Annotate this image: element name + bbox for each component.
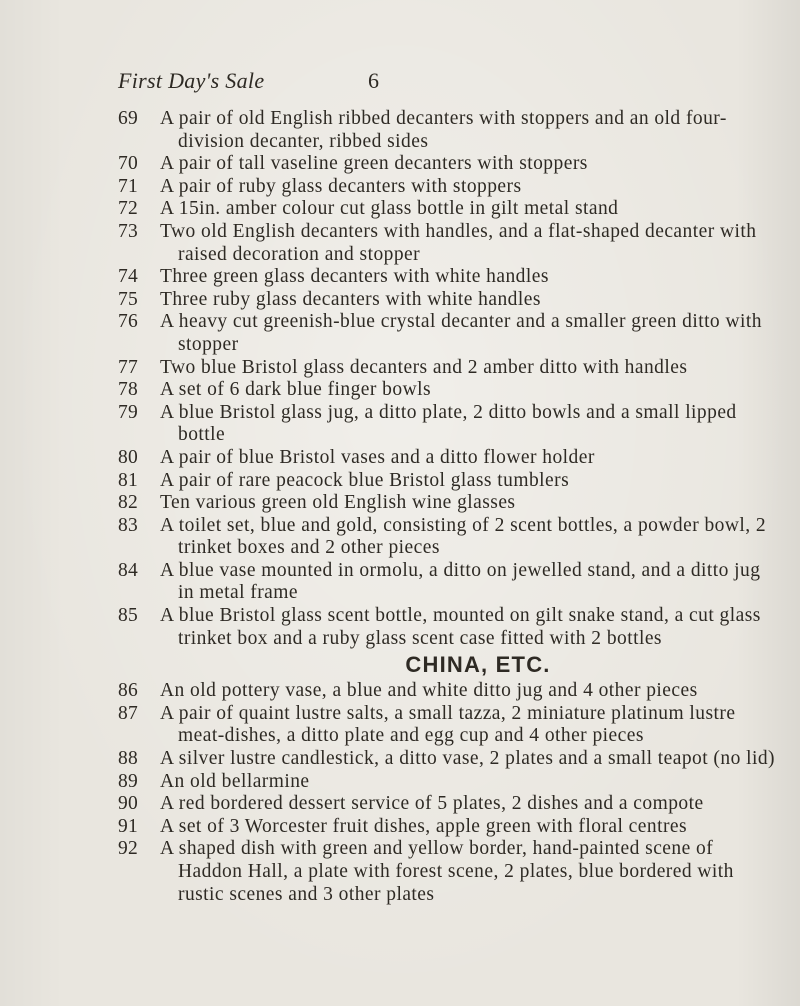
lot-entry	[118, 176, 778, 199]
section-heading: CHINA, ETC.	[405, 652, 551, 678]
china-lots	[118, 680, 778, 906]
lot-entry	[118, 605, 778, 650]
lot-description: Ten various green old English wine glasses	[160, 492, 516, 514]
lot-entry	[118, 108, 778, 153]
lot-number: 85	[118, 605, 138, 627]
lot-list	[118, 108, 778, 906]
lot-number: 92	[118, 838, 138, 860]
lot-description: A pair of blue Bristol vases and a ditto flower holder	[160, 446, 595, 468]
lot-description: A pair of quaint lustre salts, a small tazza, 2 miniature platinum lustre meat-dishes, a ditto plate and egg cup and 4 other pieces	[160, 702, 736, 747]
lot-entry	[118, 771, 778, 794]
lot-entry	[118, 470, 778, 493]
lot-entry	[118, 357, 778, 380]
lot-entry	[118, 515, 778, 560]
lot-entry	[118, 379, 778, 402]
lot-number: 82	[118, 492, 138, 514]
running-title: First Day's Sale	[118, 68, 265, 93]
lot-description: A heavy cut greenish-blue crystal decanter and a smaller green ditto with stopper	[160, 311, 762, 355]
lot-number: 91	[118, 815, 138, 837]
lot-description: A blue Bristol glass jug, a ditto plate, 2 ditto bowls and a small lipped bottle	[160, 401, 737, 446]
lot-description: A set of 3 Worcester fruit dishes, apple green with floral centres	[160, 815, 688, 837]
lot-entry	[118, 793, 778, 816]
lot-number: 76	[118, 311, 138, 333]
lot-number: 72	[118, 198, 138, 220]
lot-entry	[118, 560, 778, 605]
lot-entry	[118, 838, 778, 906]
lot-entry	[118, 492, 778, 515]
lot-number: 77	[118, 356, 138, 378]
lot-number: 70	[118, 153, 138, 175]
lot-description: Two old English decanters with handles, and a flat-shaped decanter with raised decoration and stopper	[160, 220, 757, 265]
lot-entry	[118, 311, 778, 356]
lot-number: 83	[118, 514, 138, 536]
lot-entry	[118, 703, 778, 748]
lot-description: A pair of rare peacock blue Bristol glass tumblers	[160, 469, 570, 491]
lot-number: 89	[118, 770, 138, 792]
lot-number: 75	[118, 288, 138, 310]
lot-description: An old bellarmine	[160, 770, 310, 792]
glass-lots	[118, 108, 778, 650]
page-number: 6	[368, 68, 379, 93]
lot-description: A toilet set, blue and gold, consisting of 2 scent bottles, a powder bowl, 2 trinket boxes and 2 other pieces	[160, 514, 767, 559]
lot-number: 86	[118, 680, 138, 702]
lot-number: 84	[118, 559, 138, 581]
lot-number: 80	[118, 446, 138, 468]
lot-number: 90	[118, 793, 138, 815]
lot-description: A pair of tall vaseline green decanters with stoppers	[160, 153, 588, 175]
lot-entry	[118, 198, 778, 221]
lot-description: Three green glass decanters with white handles	[160, 266, 549, 288]
lot-entry	[118, 289, 778, 312]
lot-entry	[118, 153, 778, 176]
lot-number: 73	[118, 220, 138, 242]
lot-entry	[118, 266, 778, 289]
lot-description: A set of 6 dark blue finger bowls	[160, 379, 432, 401]
lot-description: A pair of ruby glass decanters with stoppers	[160, 175, 522, 197]
lot-number: 79	[118, 401, 138, 423]
lot-number: 87	[118, 702, 138, 724]
lot-description: A blue Bristol glass scent bottle, mounted on gilt snake stand, a cut glass trinket box and a ruby glass scent case fitted with 2 bottles	[160, 605, 761, 649]
lot-description: A pair of old English ribbed decanters with stoppers and an old four-division decanter, ribbed sides	[160, 108, 727, 152]
lot-number: 71	[118, 175, 138, 197]
lot-number: 81	[118, 469, 138, 491]
lot-number: 78	[118, 379, 138, 401]
lot-entry	[118, 816, 778, 839]
lot-description: A shaped dish with green and yellow border, hand-painted scene of Haddon Hall, a plate with forest scene, 2 plates, blue bordered with rustic scenes and 3 other plates	[160, 838, 734, 905]
lot-description: A 15in. amber colour cut glass bottle in gilt metal stand	[160, 198, 619, 220]
lot-number: 88	[118, 748, 138, 770]
lot-description: Three ruby glass decanters with white handles	[160, 288, 541, 310]
lot-description: A blue vase mounted in ormolu, a ditto on jewelled stand, and a ditto jug in metal frame	[160, 559, 761, 604]
lot-description: Two blue Bristol glass decanters and 2 amber ditto with handles	[160, 356, 688, 378]
lot-number: 69	[118, 108, 138, 129]
page-header	[118, 68, 418, 98]
lot-number: 74	[118, 266, 138, 288]
lot-entry	[118, 680, 778, 703]
lot-entry	[118, 402, 778, 447]
lot-description: An old pottery vase, a blue and white ditto jug and 4 other pieces	[160, 680, 698, 702]
lot-description: A silver lustre candlestick, a ditto vase, 2 plates and a small teapot (no lid)	[160, 748, 775, 770]
lot-description: A red bordered dessert service of 5 plates, 2 dishes and a compote	[160, 793, 704, 815]
lot-entry	[118, 748, 778, 771]
lot-entry	[118, 221, 778, 266]
lot-entry	[118, 447, 778, 470]
